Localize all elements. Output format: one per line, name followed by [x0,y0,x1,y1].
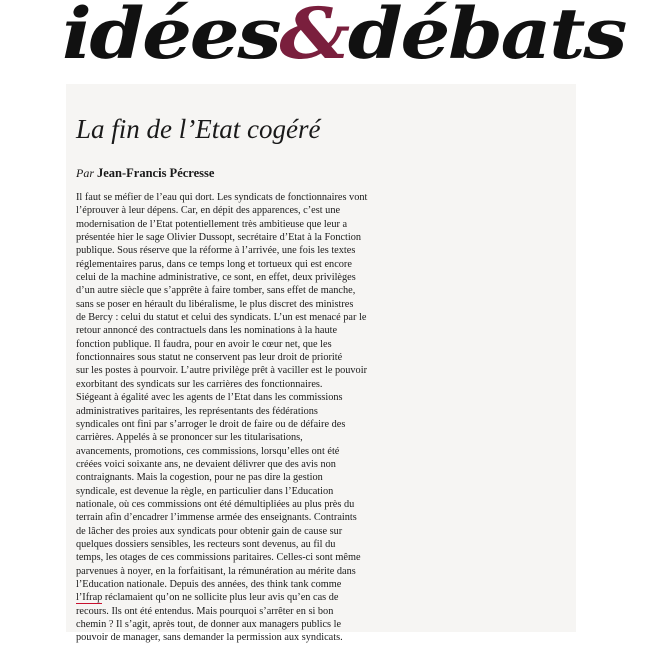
article-line: recours. Ils ont été entendus. Mais pourquoi s’arrêter en si bon [76,605,334,617]
article-line: nationale, où ces commissions ont été démultipliées au plus près du [76,498,355,510]
article-line: contraignants. Mais la cogestion, pour ne pas dire la gestion [76,472,323,484]
article-line: d’un autre siècle que s’apprête à faire tomber, sans effet de manche, [76,285,356,297]
article-line: terrain afin d’encadrer l’immense armée des enseignants. Contraints [76,512,357,524]
article-line: temps, les otages de ces commissions paritaires. Celles-ci sont même [76,552,361,564]
article-line-rest: réclamaient qu’on ne sollicite plus leur avis qu’en cas de [102,592,339,604]
article-line [76,591,376,604]
article-line: retour annoncé des contractuels dans les nominations à la haute [76,325,338,337]
article-line: syndicale, est devenue la règle, en particulier dans l’Education [76,485,334,497]
article-line: administratives paritaires, les représentants des fédérations [76,405,318,417]
article-line: exorbitant des syndicats sur les carrières des fonctionnaires. [76,378,323,390]
article-line: carrières. Appelés à se prononcer sur les titularisations, [76,432,303,444]
article-line: syndicales ont fini par s’arroger le droit de faire ou de défaire des [76,418,346,430]
article-line: quelques dossiers sensibles, les recteurs sont devenus, au fil du [76,538,336,550]
article-line: celui de la machine administrative, ce sont, en effet, deux privilèges [76,272,356,284]
article-line: chemin ? Il s’agit, après tout, de donner aux managers publics le [76,619,342,630]
article-line: Il faut se méfier de l’eau qui dort. Les syndicats de fonctionnaires vont [76,192,368,203]
article-line: parvenues à noyer, en la forfaitisant, la rémunération au mérite dans [76,565,356,577]
article-line: avancements, promotions, ces commissions, lorsqu’elles ont été [76,445,340,457]
article-line: présentée hier le sage Olivier Dussopt, secrétaire d’Etat à la Fonction [76,232,362,244]
byline-prefix: Par [76,166,94,180]
article-line: modernisation de l’Etat potentiellement très ambitieuse que leur a [76,218,348,230]
article-line: publique. Sous réserve que la réforme à l’arrivée, une fois les textes [76,245,356,257]
masthead-debates: débats [347,0,626,75]
article-line: fonctionnaires sous statut ne conservent pas leur droit de priorité [76,352,343,364]
article-line: de Bercy : celui du statut et celui des syndicats. L’un est menacé par le [76,312,367,324]
byline-author: Jean-Francis Pécresse [97,166,215,180]
section-masthead [62,0,644,74]
article-line: l’Education nationale. Depuis des années, des think tank comme [76,578,342,590]
masthead-ideas: idées [62,0,280,75]
article-line: sans se poser en hérault du libéralisme, le plus discret des ministres [76,298,354,310]
article-line: Siégeant à égalité avec les agents de l’Etat dans les commissions [76,392,343,404]
highlighted-word: l’Ifrap [76,592,103,604]
masthead-ampersand: & [279,0,348,75]
article-body [76,191,376,645]
byline [76,166,214,180]
article-line: fonction publique. Il faudra, pour en avoir le cœur net, que les [76,338,332,350]
article-headline: La fin de l’Etat cogéré [76,114,321,144]
article-line: sur les postes à pourvoir. L’autre privilège prêt à vaciller est le pouvoir [76,365,367,377]
article-line: pouvoir de manager, sans demander la permission aux syndicats. [76,632,343,644]
article-line: créées voici soixante ans, ne devaient délivrer que des avis non [76,458,336,470]
article-line: réglementaires parus, dans ce temps long et tortueux qui est encore [76,258,352,270]
article-line: de lâcher des proies aux syndicats pour obtenir gain de cause sur [76,525,343,537]
article-line: l’éprouver à leur dépens. Car, en dépit des apparences, c’est une [76,205,341,217]
